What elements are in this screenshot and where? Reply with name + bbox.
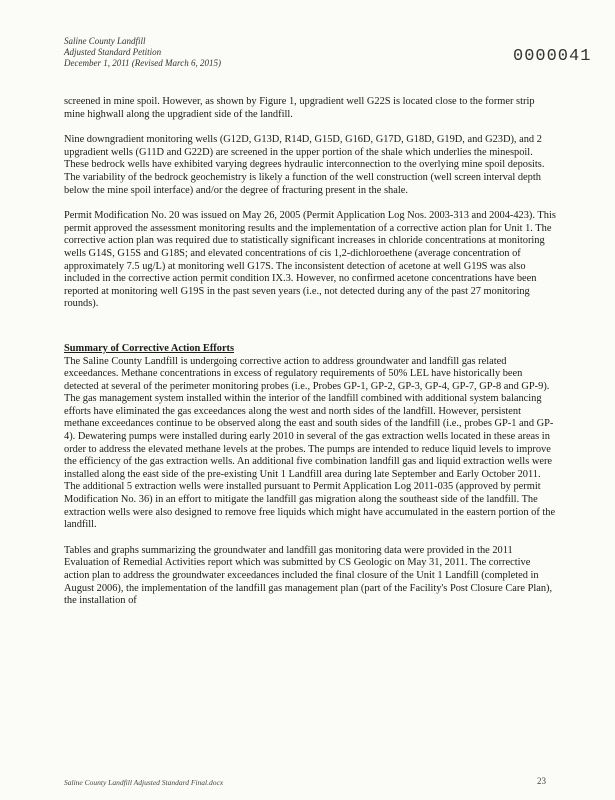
paragraph-4: The Saline County Landfill is undergoing corrective action to address groundwater and landfill gas related exceedances. Methane concentrations in excess of regulatory requirements of 50% LEL have historically been detected at several of the perimeter monitoring probes (i.e., Probes GP-1, GP-2, GP-3, GP-4, GP-7, GP-8 and GP-9). The gas management system installed within the interior of the landfill combined with additional system balancing efforts have eliminated the gas exceedances along the west and north sides of the landfill. However, persistent methane exceedances continue to be observed along the east and south sides of the landfill (i.e., probes GP-1 and GP-4). Dewatering pumps were installed during early 2010 in several of the gas extraction wells located in these areas in order to address the elevated methane levels at the probes. The pumps are intended to reduce liquid levels to improve the efficiency of the gas extraction wells. An additional five combination landfill gas and liquid extraction wells were installed along the east side of the pre-existing Unit 1 Landfill area during late September and Early October 2011. The additional 5 extraction wells were installed pursuant to Permit Application Log 2011-035 (approved by permit Modification No. 36) in an effort to mitigate the landfill gas migration along the southeast side of the landfill. The extraction wells were also designed to remove free liquids which might have accumulated in the eastern portion of the landfill. xyxy=(64,355,556,531)
page-number: 23 xyxy=(537,776,546,786)
paragraph-2: Nine downgradient monitoring wells (G12D, G13D, R14D, G15D, G16D, G17D, G18D, G19D, and G23D), and 2 upgradient wells (G11D and G22D) are screened in the upper portion of the shale which underlies the minespoil. These bedrock wells have exhibited varying degrees hydraulic interconnection to the overlying mine spoil deposits. The variability of the bedrock geochemistry is likely a function of the well construction (well screen interval depth below the mine spoil interface) and/or the degree of fracturing present in the shale. xyxy=(64,134,545,196)
footer-filename: Saline County Landfill Adjusted Standard Final.docx xyxy=(64,778,224,787)
paragraph-3: Permit Modification No. 20 was issued on May 26, 2005 (Permit Application Log Nos. 2003-313 and 2004-423). This permit approved the assessment monitoring results and the implementation of a corrective action plan for Unit 1. The corrective action plan was required due to statistically significant increases in chloride concentrations at monitoring wells G14S, G15S and G18S; and elevated concentrations of cis 1,2-dichloroethene (average concentration of approximately 7.5 ug/L) at monitoring well G17S. The inconsistent detection of acetone at well G19S was also included in the corrective action permit condition IX.3. However, no confirmed acetone concentrations have been reported at monitoring well G19S in the past seven years (i.e., not detected during any of the past 27 monitoring rounds). xyxy=(64,210,556,310)
document-body xyxy=(64,96,556,621)
document-number: 0000041 xyxy=(513,47,592,66)
header-line-1: Saline County Landfill xyxy=(64,36,146,46)
header-line-2: Adjusted Standard Petition xyxy=(64,47,162,57)
paragraph-1: screened in mine spoil. However, as shown by Figure 1, upgradient well G22S is located close to the former strip mine highwall along the upgradient side of the landfill. xyxy=(64,96,535,120)
header-line-3: December 1, 2011 (Revised March 6, 2015) xyxy=(64,58,221,68)
document-header xyxy=(64,36,221,69)
paragraph-5: Tables and graphs summarizing the groundwater and landfill gas monitoring data were provided in the 2011 Evaluation of Remedial Activities report which was submitted by CS Geologic on May 31, 2011. The corrective action plan to address the groundwater exceedances included the final closure of the Unit 1 Landfill (completed in August 2006), the implementation of the landfill gas management plan (part of the Facility's Post Closure Care Plan), the installation of xyxy=(64,544,553,607)
section-heading: Summary of Corrective Action Efforts xyxy=(64,342,235,354)
